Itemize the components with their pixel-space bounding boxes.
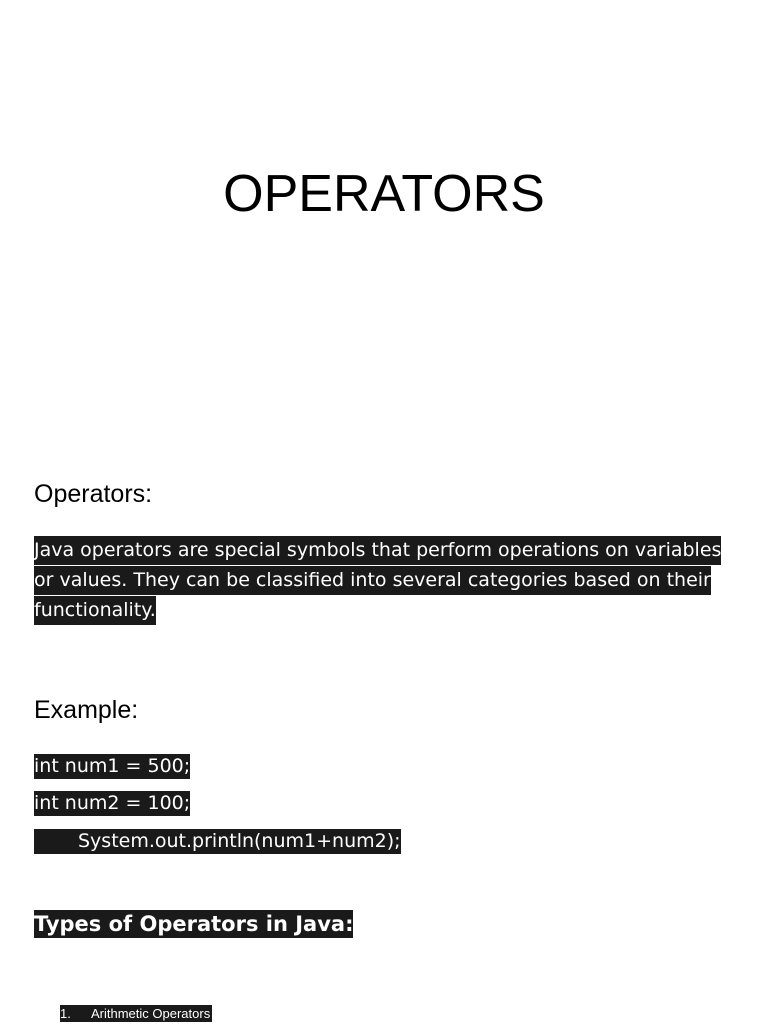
code-line bbox=[34, 790, 190, 816]
types-heading bbox=[34, 909, 353, 939]
code-line bbox=[34, 753, 190, 779]
code-line-text: int num1 = 500; bbox=[34, 755, 191, 777]
code-line-text: int num2 = 100; bbox=[34, 792, 191, 814]
list-item-number: 1. bbox=[60, 1006, 71, 1021]
types-list bbox=[60, 1005, 212, 1023]
operators-heading: Operators: bbox=[34, 480, 153, 508]
code-line-text: System.out.println(num1+num2); bbox=[34, 829, 401, 854]
page-title: OPERATORS bbox=[223, 165, 545, 223]
list-item bbox=[60, 1005, 212, 1023]
types-heading-text: Types of Operators in Java: bbox=[34, 912, 354, 936]
list-item-label: Arithmetic Operators bbox=[91, 1006, 211, 1021]
operators-description bbox=[34, 535, 739, 625]
example-heading: Example: bbox=[34, 696, 139, 724]
operators-description-text: Java operators are special symbols that perform operations on variables or values. They can be classified into several categories based on their functionality. bbox=[34, 536, 721, 625]
code-line bbox=[34, 828, 401, 854]
